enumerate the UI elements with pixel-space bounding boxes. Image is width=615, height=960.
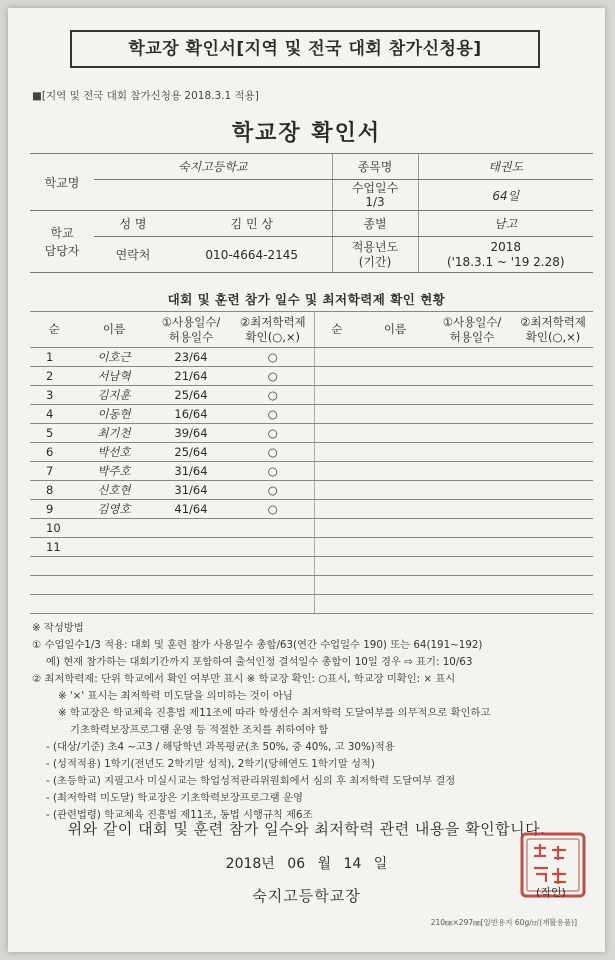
row-empty [513, 557, 593, 576]
row-days [150, 595, 232, 614]
instruction-line: - (초등학교) 지필고사 미실시교는 학업성적관리위원회에서 심의 후 최저학력 도달여부 결정 [46, 775, 456, 787]
header-days-right [431, 312, 513, 348]
row-name [78, 557, 150, 576]
row-empty [359, 576, 431, 595]
row-empty [359, 386, 431, 405]
row-no: 6 [30, 443, 78, 462]
row-empty [431, 481, 513, 500]
row-days: 31/64 [150, 481, 232, 500]
days-label-line2: 1/3 [365, 195, 385, 209]
row-empty [431, 405, 513, 424]
school-value-spacer [94, 180, 332, 211]
row-name [78, 519, 150, 538]
row-no: 8 [30, 481, 78, 500]
instruction-line: 예) 현재 참가하는 대회기간까지 포함하여 출석인정 결석일수 총합이 10일 경우 ⇨ 표기: 10/63 [46, 656, 473, 668]
row-empty [359, 519, 431, 538]
table-row [30, 462, 593, 481]
table-row [30, 367, 593, 386]
row-empty [314, 443, 359, 462]
row-empty [431, 500, 513, 519]
instruction-line: ② 최저학력제: 단위 학교에서 확인 여부만 표시 ※ 학교장 확인: ○표시, 학교장 미확인: × 표시 [32, 673, 456, 685]
year-label [332, 237, 418, 273]
row-empty [359, 481, 431, 500]
document-page [8, 8, 605, 952]
date-year: 2018년 [225, 856, 275, 872]
row-mark: ○ [232, 500, 314, 519]
row-mark: ○ [232, 424, 314, 443]
row-empty [513, 348, 593, 367]
header-name: 이름 [78, 312, 150, 348]
staff-label-line1: 학교 [50, 225, 74, 240]
row-empty [513, 481, 593, 500]
row-empty [314, 367, 359, 386]
row-empty [513, 367, 593, 386]
row-mark: ○ [232, 386, 314, 405]
header-min-right-line1: ②최저학력제 [520, 314, 586, 329]
row-mark: ○ [232, 348, 314, 367]
row-name: 박주호 [78, 462, 150, 481]
row-days [150, 519, 232, 538]
row-name: 서남혁 [78, 367, 150, 386]
row-empty [314, 595, 359, 614]
row-empty [314, 424, 359, 443]
header-name-right: 이름 [359, 312, 431, 348]
row-empty [359, 595, 431, 614]
row-empty [359, 538, 431, 557]
row-days: 31/64 [150, 462, 232, 481]
row-empty [314, 557, 359, 576]
row-name: 김영호 [78, 500, 150, 519]
instruction-line: - (성적적용) 1학기(전년도 2학기말 성적), 2학기(당해연도 1학기말 성적) [46, 758, 375, 770]
row-mark [232, 557, 314, 576]
instruction-line: ① 수업일수1/3 적용: 대회 및 훈련 참가 사용일수 총합/63(연간 수업일수 190) 또는 64(191~192) [32, 639, 483, 651]
row-empty [314, 576, 359, 595]
row-no: 4 [30, 405, 78, 424]
row-empty [513, 462, 593, 481]
row-empty [314, 500, 359, 519]
row-empty [431, 576, 513, 595]
row-empty [431, 386, 513, 405]
row-empty [359, 443, 431, 462]
status-section-title: 대회 및 훈련 참가 일수 및 최저학력제 확인 현황 [167, 292, 446, 307]
top-title-box: 학교장 확인서[지역 및 전국 대회 참가신청용] [70, 30, 540, 68]
row-no: 5 [30, 424, 78, 443]
row-empty [314, 462, 359, 481]
row-no: 11 [30, 538, 78, 557]
row-name: 김지훈 [78, 386, 150, 405]
table-row [30, 424, 593, 443]
confirmation-statement: 위와 같이 대회 및 훈련 참가 일수와 최저학력 관련 내용을 확인합니다. [67, 820, 546, 838]
row-mark: ○ [232, 405, 314, 424]
row-empty [314, 386, 359, 405]
row-days: 25/64 [150, 443, 232, 462]
header-min-right [513, 312, 593, 348]
header-days [150, 312, 232, 348]
paper-spec: 210㎜×297㎜[일반용지 60g/㎡(재활용품)] [430, 918, 577, 927]
header-days-right-line1: ①사용일수/ [442, 314, 502, 329]
row-name: 이호근 [78, 348, 150, 367]
row-no: 7 [30, 462, 78, 481]
row-empty [431, 538, 513, 557]
seal-label: (직인) [536, 886, 566, 899]
row-name [78, 538, 150, 557]
row-empty [314, 519, 359, 538]
instruction-line: ※ 학교장은 학교체육 진흥법 제11조에 따라 학생선수 최저학력 도달여부를 의무적으로 확인하고 [58, 707, 491, 719]
table-row [30, 595, 593, 614]
table-row [30, 500, 593, 519]
table-row [30, 576, 593, 595]
row-name [78, 576, 150, 595]
row-mark [232, 595, 314, 614]
header-no: 순 [30, 312, 78, 348]
date-month: 06 월 [287, 856, 332, 872]
year-value [418, 237, 593, 273]
form-note: ■[지역 및 전국 대회 참가신청용 2018.3.1 적용] [32, 90, 259, 102]
row-empty [513, 500, 593, 519]
header-no-right: 순 [314, 312, 359, 348]
row-empty [513, 443, 593, 462]
row-no [30, 595, 78, 614]
instructions [32, 620, 592, 824]
row-no: 10 [30, 519, 78, 538]
row-mark: ○ [232, 443, 314, 462]
row-empty [359, 557, 431, 576]
row-no [30, 557, 78, 576]
contact-value: 010-4664-2145 [172, 237, 332, 273]
row-days: 23/64 [150, 348, 232, 367]
table-row [30, 348, 593, 367]
staff-label-line2: 담당자 [44, 243, 80, 258]
row-mark [232, 519, 314, 538]
days-label [332, 180, 418, 211]
header-min-line2: 확인(○,×) [245, 329, 301, 344]
row-days: 41/64 [150, 500, 232, 519]
row-empty [431, 443, 513, 462]
row-no: 9 [30, 500, 78, 519]
row-empty [513, 424, 593, 443]
header-min-line1: ②최저학력제 [239, 314, 306, 329]
row-empty [431, 595, 513, 614]
gender-value: 남고 [418, 211, 593, 237]
row-no: 2 [30, 367, 78, 386]
header-min-right-line2: 확인(○,×) [525, 329, 581, 344]
name-value: 김 민 상 [172, 211, 332, 237]
school-value: 숙지고등학교 [94, 154, 332, 180]
header-days-right-line2: 허용일수 [449, 329, 495, 344]
staff-label [30, 211, 94, 273]
row-empty [513, 538, 593, 557]
row-empty [431, 424, 513, 443]
year-value-line1: 2018 [490, 239, 522, 254]
row-mark: ○ [232, 367, 314, 386]
row-empty [359, 405, 431, 424]
header-min [232, 312, 314, 348]
table-row [30, 443, 593, 462]
row-days: 16/64 [150, 405, 232, 424]
issuer-name: 숙지고등학교장 [252, 887, 361, 905]
row-empty [513, 405, 593, 424]
row-no: 1 [30, 348, 78, 367]
contact-label: 연락처 [94, 237, 172, 273]
row-empty [359, 367, 431, 386]
row-empty [513, 595, 593, 614]
event-label: 종목명 [332, 154, 418, 180]
row-days [150, 538, 232, 557]
row-empty [431, 367, 513, 386]
row-empty [513, 519, 593, 538]
row-empty [513, 576, 593, 595]
table-row [30, 405, 593, 424]
row-days: 21/64 [150, 367, 232, 386]
table-row [30, 519, 593, 538]
instruction-line: - (관련법령) 학교체육 진흥법 제11조, 동법 시행규칙 제6조 [46, 809, 313, 821]
info-table [30, 153, 593, 273]
row-name: 박선호 [78, 443, 150, 462]
row-empty [513, 386, 593, 405]
header-days-line1: ①사용일수/ [161, 314, 221, 329]
row-empty [431, 462, 513, 481]
row-mark [232, 538, 314, 557]
table-row [30, 481, 593, 500]
row-empty [314, 348, 359, 367]
year-label-line1: 적용년도 [351, 239, 399, 254]
status-table [30, 311, 593, 614]
school-label: 학교명 [30, 154, 94, 211]
row-empty [314, 405, 359, 424]
row-no [30, 576, 78, 595]
document-title: 학교장 확인서 [231, 121, 382, 146]
status-header-row [30, 312, 593, 348]
row-mark: ○ [232, 481, 314, 500]
year-label-line2: (기간) [358, 254, 392, 269]
row-name: 이동현 [78, 405, 150, 424]
row-empty [431, 348, 513, 367]
row-empty [359, 500, 431, 519]
row-days [150, 576, 232, 595]
row-days: 39/64 [150, 424, 232, 443]
row-no: 3 [30, 386, 78, 405]
row-empty [431, 557, 513, 576]
row-empty [431, 519, 513, 538]
row-name: 최기천 [78, 424, 150, 443]
days-label-line1: 수업일수 [351, 181, 399, 195]
name-label: 성 명 [94, 211, 172, 237]
issue-date [8, 853, 605, 873]
row-empty [314, 481, 359, 500]
row-days [150, 557, 232, 576]
row-mark: ○ [232, 462, 314, 481]
row-mark [232, 576, 314, 595]
row-name: 신호현 [78, 481, 150, 500]
row-empty [314, 538, 359, 557]
table-row [30, 538, 593, 557]
year-value-line2: ('18.3.1 ~ '19 2.28) [446, 254, 565, 269]
event-value: 태권도 [418, 154, 593, 180]
row-name [78, 595, 150, 614]
instruction-line: 기초학력보장프로그램 운영 등 적절한 조치를 취하여야 함 [70, 724, 329, 736]
row-empty [359, 424, 431, 443]
gender-label: 종별 [332, 211, 418, 237]
date-day: 14 일 [343, 856, 388, 872]
row-days: 25/64 [150, 386, 232, 405]
instruction-line: ※ '×' 표시는 최저학력 미도달을 의미하는 것이 아님 [58, 690, 293, 702]
instructions-heading: ※ 작성방법 [32, 622, 84, 634]
row-empty [359, 348, 431, 367]
days-value: 64일 [418, 180, 593, 211]
instruction-line: - (최저학력 미도달) 학교장은 기초학력보장프로그램 운영 [46, 792, 303, 804]
header-days-line2: 허용일수 [168, 329, 214, 344]
table-row [30, 557, 593, 576]
instruction-line: - (대상/기준) 초4 ~고3 / 해당학년 과목평균(초 50%, 중 40%, 고 30%)적용 [46, 741, 395, 753]
row-empty [359, 462, 431, 481]
table-row [30, 386, 593, 405]
